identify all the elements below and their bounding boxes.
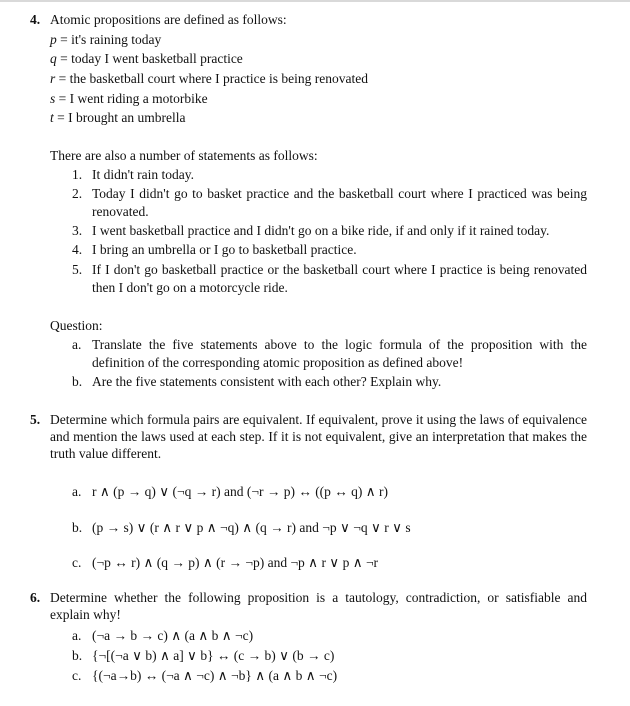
prop-definition-t: t = I brought an umbrella: [50, 110, 186, 125]
subquestion-a-text-cont: definition of the corresponding atomic proposition as defined above!: [92, 355, 464, 370]
question-5-text-line-1: Determine which formula pairs are equivalent. If equivalent, prove it using the laws of equivalence: [50, 412, 587, 427]
question-5-number: 5.: [30, 412, 41, 427]
formula-6b-letter: b.: [72, 648, 83, 663]
formula-5b-letter: b.: [72, 520, 83, 535]
statement-2-text: Today I didn't go to basket practice and the basketball court where I practiced was being: [92, 186, 587, 201]
formula-5c: (¬p ↔ r) ∧ (q → p) ∧ (r → ¬p) and ¬p ∧ r ∨ p ∧ ¬r: [92, 555, 379, 570]
prop-definition-p: p = it's raining today: [50, 32, 162, 47]
statement-5-number: 5.: [72, 262, 83, 277]
top-border: [0, 0, 630, 2]
subquestion-a-text: Translate the five statements above to the logic formula of the proposition with the: [92, 337, 587, 352]
formula-6a: (¬a → b → c) ∧ (a ∧ b ∧ ¬c): [92, 628, 254, 643]
prop-definition-r: r = the basketball court where I practice is being renovated: [50, 71, 369, 86]
question-label: Question:: [50, 318, 103, 333]
question-6-text-line-1: Determine whether the following proposition is a tautology, contradiction, or satisfiable and: [50, 590, 587, 605]
question-4-number: 4.: [30, 12, 41, 27]
formula-6c: {(¬a→b) ↔ (¬a ∧ ¬c) ∧ ¬b} ∧ (a ∧ b ∧ ¬c): [92, 668, 338, 683]
question-5-text-line-3: truth value different.: [50, 446, 162, 461]
statement-2-text-cont: renovated.: [92, 204, 149, 219]
prop-definition-s: s = I went riding a motorbike: [50, 91, 208, 106]
statement-4-text: I bring an umbrella or I go to basketball practice.: [92, 242, 357, 257]
question-5-text-line-2: and mention the laws used at each step. If it is not equivalent, give an interpretation that makes the: [50, 429, 587, 444]
subquestion-b-letter: b.: [72, 374, 83, 389]
question-6-number: 6.: [30, 590, 41, 605]
subquestion-a-letter: a.: [72, 337, 82, 352]
subquestion-b-text: Are the five statements consistent with each other? Explain why.: [92, 374, 442, 389]
question-4-intro: Atomic propositions are defined as follows:: [50, 12, 287, 27]
formula-6b: {¬[(¬a ∨ b) ∧ a] ∨ b} ↔ (c → b) ∨ (b → c): [92, 648, 335, 663]
statement-1-text: It didn't rain today.: [92, 167, 195, 182]
formula-5a: r ∧ (p → q) ∨ (¬q → r) and (¬r → p) ↔ ((p ↔ q) ∧ r): [92, 484, 389, 499]
statement-5-text: If I don't go basketball practice or the basketball court where I practice is being renovated: [92, 262, 587, 277]
formula-5a-letter: a.: [72, 484, 82, 499]
statement-3-text: I went basketball practice and I didn't go on a bike ride, if and only if it rained today.: [92, 223, 550, 238]
formula-5b: (p → s) ∨ (r ∧ r ∨ p ∧ ¬q) ∧ (q → r) and ¬p ∨ ¬q ∨ r ∨ s: [92, 520, 411, 535]
statement-5-text-cont: then I don't go on a motorcycle ride.: [92, 280, 288, 295]
formula-5c-letter: c.: [72, 555, 82, 570]
formula-6a-letter: a.: [72, 628, 82, 643]
statement-2-number: 2.: [72, 186, 83, 201]
statement-3-number: 3.: [72, 223, 83, 238]
formula-6c-letter: c.: [72, 668, 82, 683]
prop-definition-q: q = today I went basketball practice: [50, 51, 243, 66]
question-6-text-line-2: explain why!: [50, 607, 121, 622]
statement-4-number: 4.: [72, 242, 83, 257]
statement-1-number: 1.: [72, 167, 83, 182]
statements-intro: There are also a number of statements as follows:: [50, 148, 318, 163]
